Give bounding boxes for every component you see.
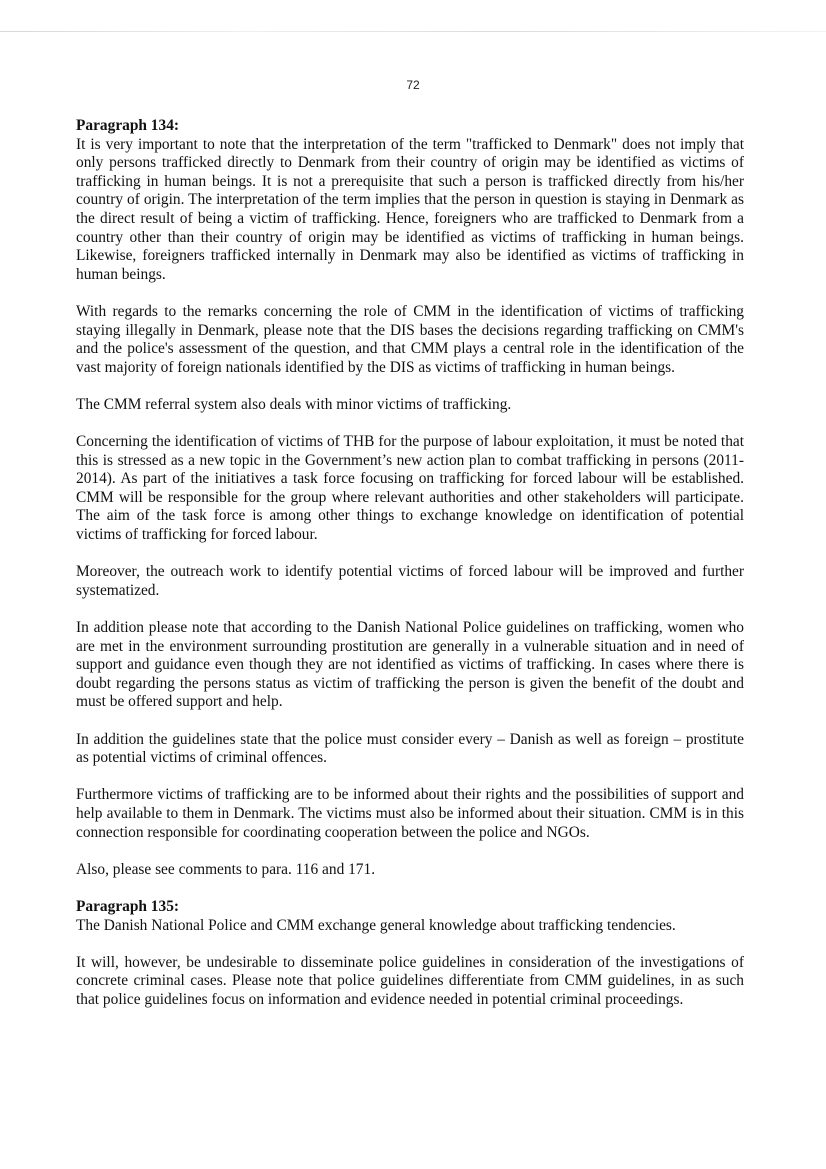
body-paragraph: It will, however, be undesirable to disseminate police guidelines in consideration of the investigations of concrete criminal cases. Please note that police guidelines differentiate from CMM guidelines, in as such that police guidelines focus on information and evidence needed in potential criminal proceedings. xyxy=(76,953,744,1008)
body-paragraph: Furthermore victims of trafficking are to be informed about their rights and the possibilities of support and help available to them in Denmark. The victims must also be informed about their situation. CMM is in this connection responsible for coordinating cooperation between the police and NGOs. xyxy=(76,786,744,841)
body-paragraph: In addition please note that according to the Danish National Police guidelines on trafficking, women who are met in the environment surrounding prostitution are generally in a vulnerable situation and in need of support and guidance even though they are not identified as victims of trafficking. In cases where there is doubt regarding the persons status as victim of trafficking the person is given the benefit of the doubt and must be offered support and help. xyxy=(76,619,744,711)
scan-artifact-line xyxy=(0,31,826,32)
body-paragraph: The CMM referral system also deals with minor victims of trafficking. xyxy=(76,395,512,413)
section-paragraph-134 xyxy=(76,117,744,879)
body-paragraph: Concerning the identification of victims of THB for the purpose of labour exploitation, it must be noted that this is stressed as a new topic in the Government’s new action plan to combat trafficking in persons (2011-2014). As part of the initiatives a task force focusing on trafficking for forced labour will be established. CMM will be responsible for the group where relevant authorities and other stakeholders will participate. The aim of the task force is among other things to exchange knowledge on identification of potential victims of trafficking for forced labour. xyxy=(76,433,744,544)
section-heading: Paragraph 135: xyxy=(76,897,180,915)
section-heading: Paragraph 134: xyxy=(76,117,180,134)
body-paragraph: It is very important to note that the interpretation of the term "trafficked to Denmark" does not imply that only persons trafficked directly to Denmark from their country of origin may be identified as victims of trafficking in human beings. It is not a prerequisite that such a person is trafficked directly from his/her country of origin. The interpretation of the term implies that the person in question is staying in Denmark as the direct result of being a victim of trafficking. Hence, foreigners who are trafficked to Denmark from a country other than their country of origin may be identified as victims of trafficking in human beings. Likewise, foreigners trafficked internally in Denmark may also be identified as victims of trafficking in human beings. xyxy=(76,135,744,283)
document-body xyxy=(76,117,744,1028)
body-paragraph: The Danish National Police and CMM exchange general knowledge about trafficking tendencies. xyxy=(76,916,676,934)
body-paragraph: Also, please see comments to para. 116 and 171. xyxy=(76,860,376,878)
section-paragraph-135 xyxy=(76,898,744,1010)
body-paragraph: In addition the guidelines state that the police must consider every – Danish as well as foreign – prostitute as potential victims of criminal offences. xyxy=(76,730,744,767)
page-number: 72 xyxy=(406,78,420,92)
body-paragraph: Moreover, the outreach work to identify potential victims of forced labour will be improved and further systematized. xyxy=(76,563,744,599)
body-paragraph: With regards to the remarks concerning the role of CMM in the identification of victims of trafficking staying illegally in Denmark, please note that the DIS bases the decisions regarding trafficking on CMM's and the police's assessment of the question, and that CMM plays a central role in the identification of the vast majority of foreign nationals identified by the DIS as victims of trafficking in human beings. xyxy=(76,302,744,376)
